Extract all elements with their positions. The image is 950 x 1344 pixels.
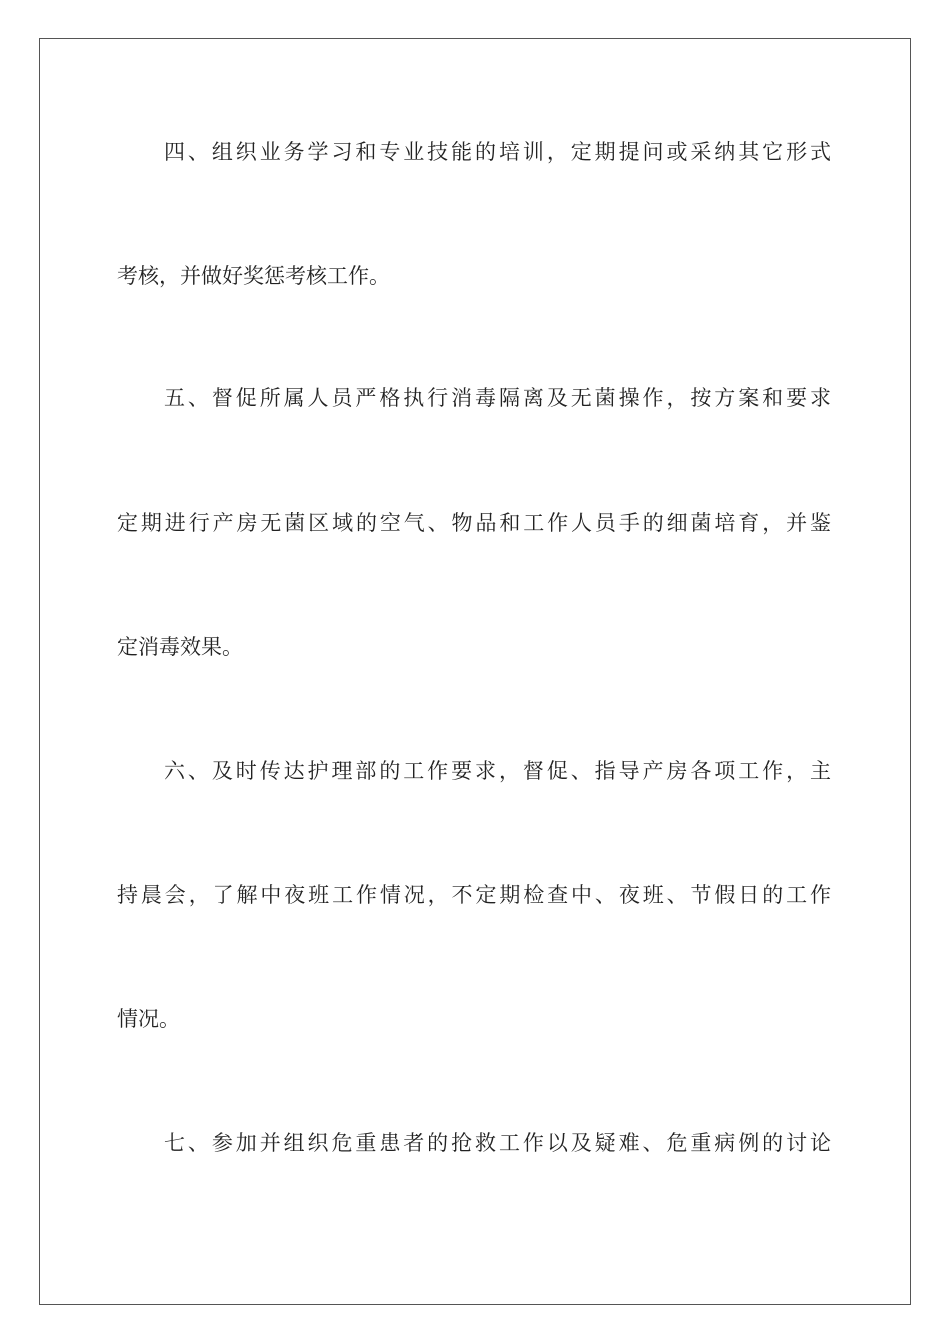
paragraph-6-line-2: 持晨会，了解中夜班工作情况，不定期检查中、夜班、节假日的工作 (117, 883, 831, 907)
paragraph-5-line-1: 五、督促所属人员严格执行消毒隔离及无菌操作，按方案和要求 (164, 386, 831, 410)
paragraph-5-line-3: 定消毒效果。 (117, 635, 243, 659)
paragraph-4-line-2: 考核，并做好奖惩考核工作。 (117, 264, 390, 288)
paragraph-5-line-2: 定期进行产房无菌区域的空气、物品和工作人员手的细菌培育，并鉴 (117, 511, 831, 535)
page-frame (39, 38, 911, 1305)
paragraph-6-line-1: 六、及时传达护理部的工作要求，督促、指导产房各项工作，主 (164, 759, 831, 783)
paragraph-6-line-3: 情况。 (117, 1007, 180, 1031)
paragraph-4-line-1: 四、组织业务学习和专业技能的培训，定期提问或采纳其它形式 (164, 140, 831, 164)
paragraph-7-line-1: 七、参加并组织危重患者的抢救工作以及疑难、危重病例的讨论 (164, 1131, 831, 1155)
